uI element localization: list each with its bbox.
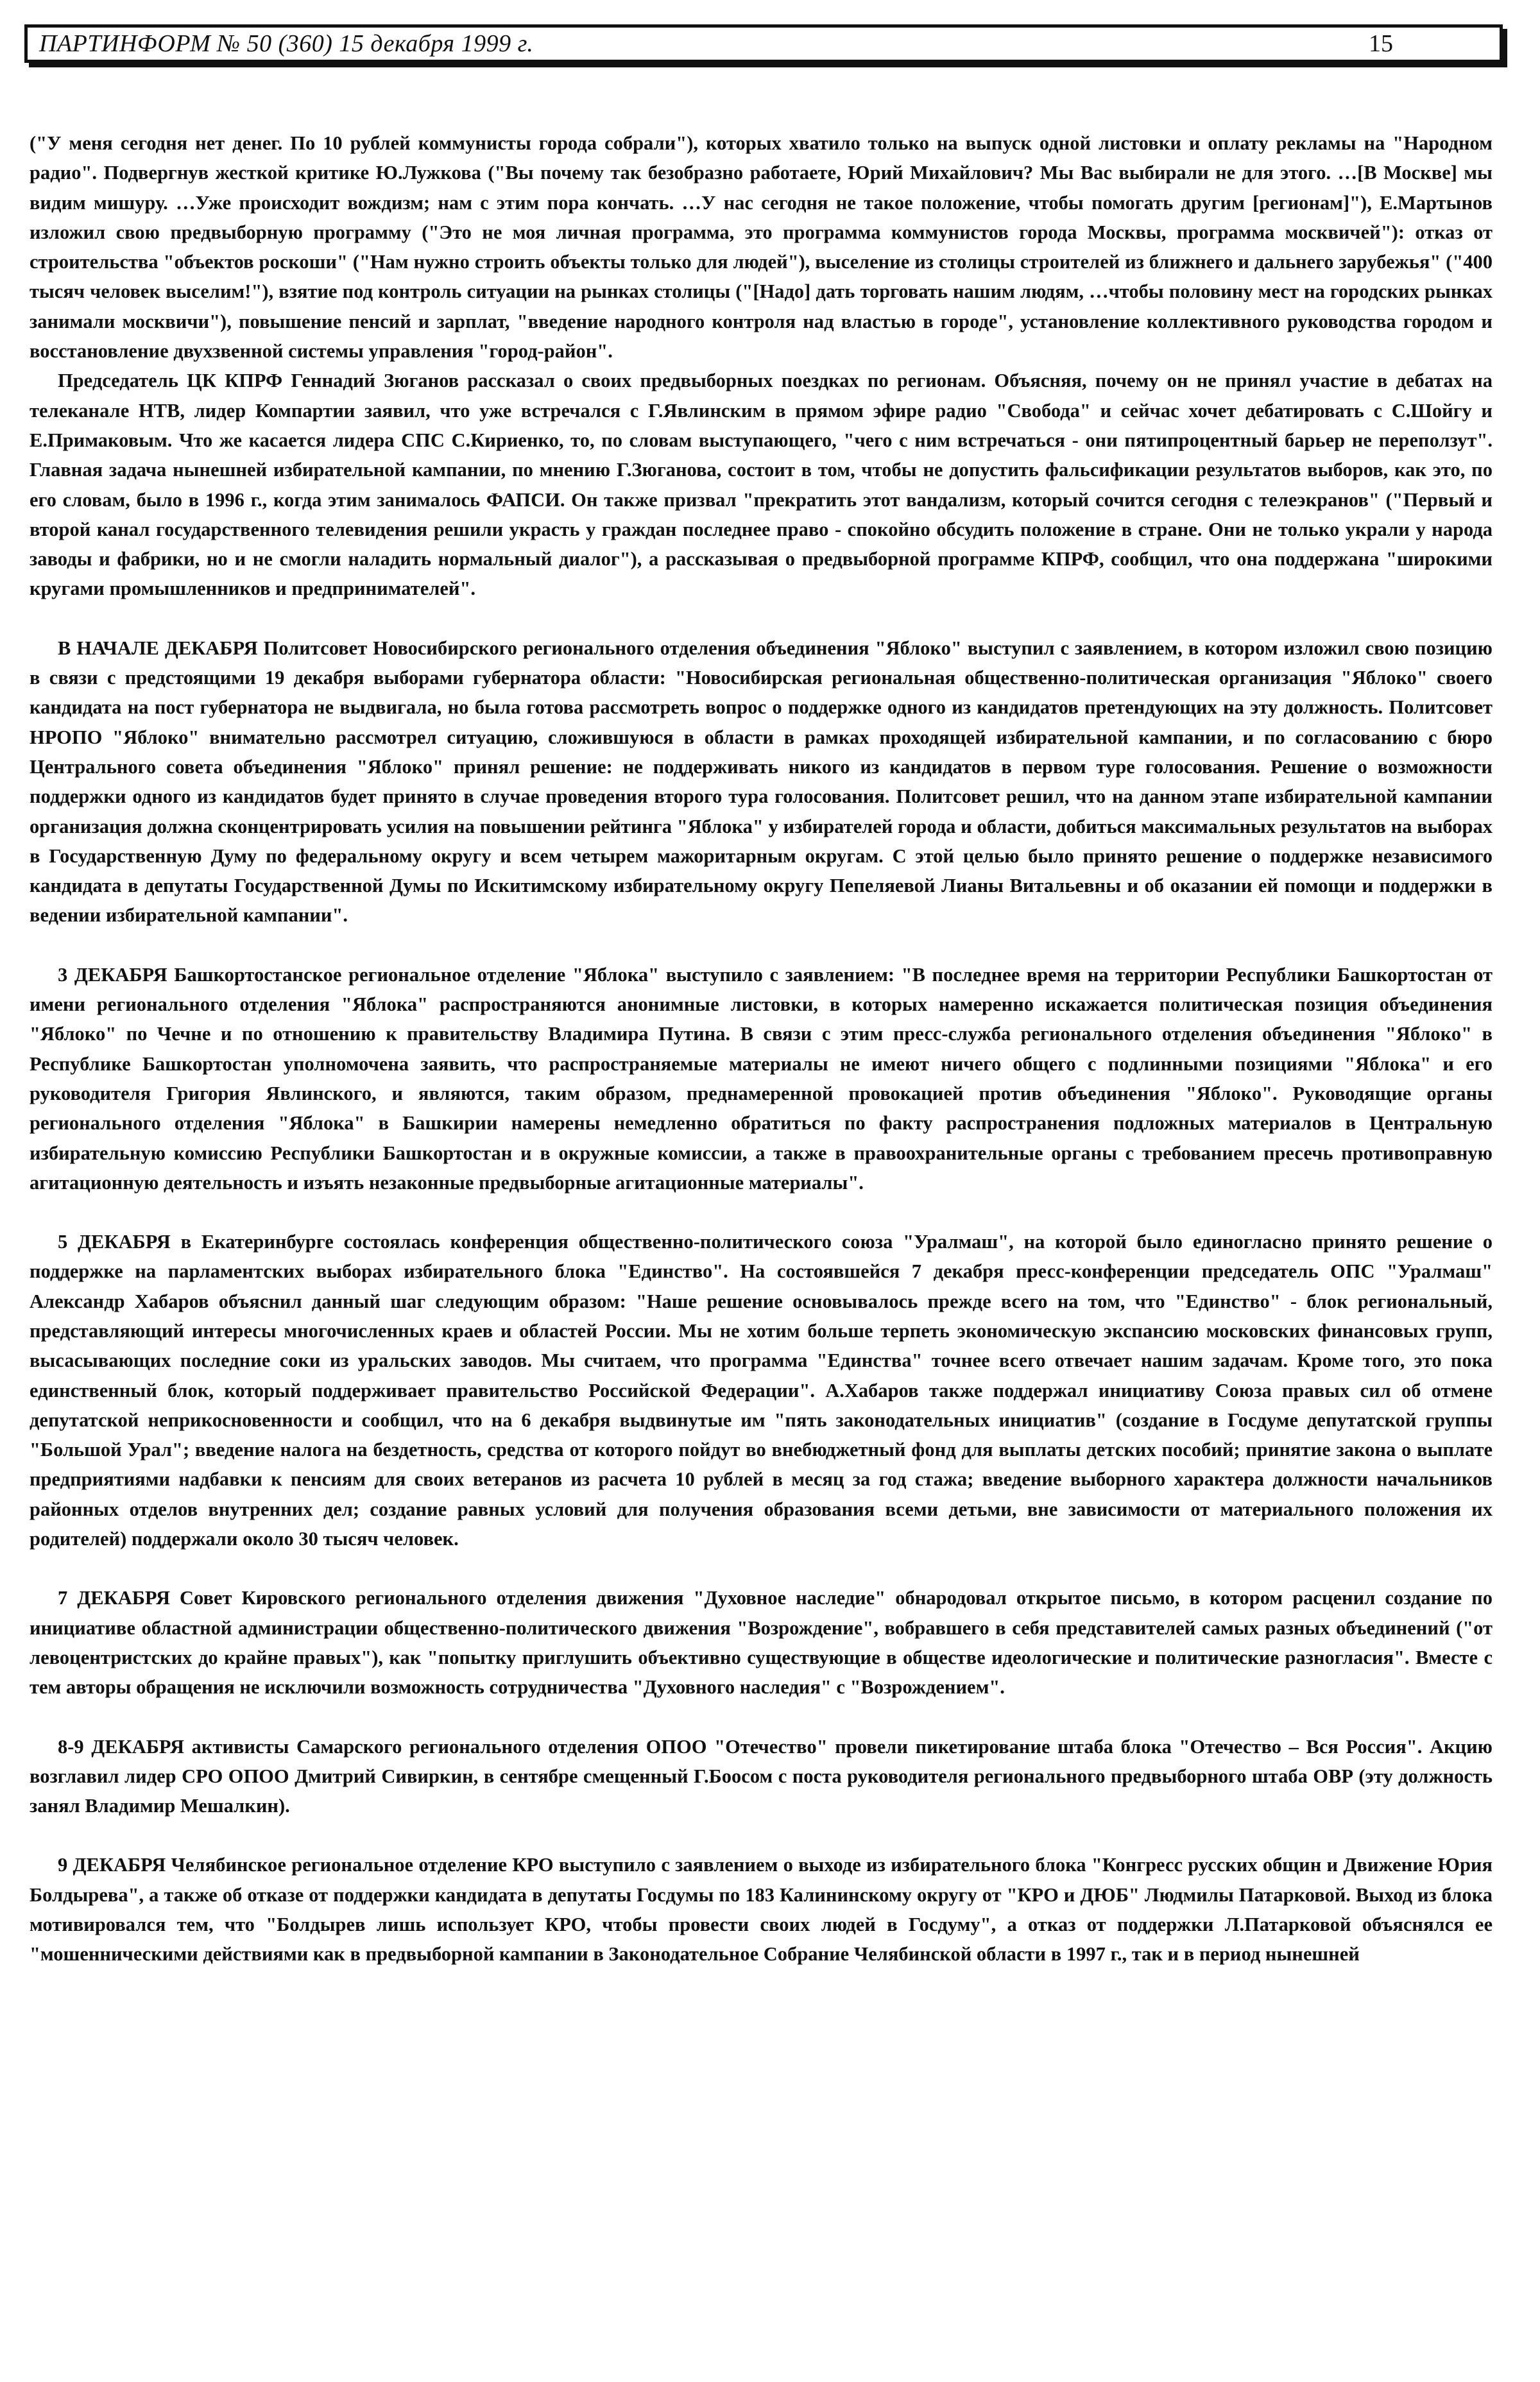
paragraph-uralmash: 5 ДЕКАБРЯ в Екатеринбурге состоялась конференция общественно-политического союза "Уралмаш", на которой было единогласно принято решение о поддержке на парламентских выборах избирательного блока "Единство". На состоявшейся 7 декабря пресс-конференции председатель ОПС "Уралмаш" Александр Хабаров объяснил данный шаг следующим образом: "Наше решение основывалось прежде всего на том, что "Единство" - блок региональный, представляющий интересы многочисленных краев и областей России. Мы не хотим больше терпеть экономическую экспансию московских финансовых групп, высасывающих последние соки из уральских заводов. Мы считаем, что программа "Единства" точнее всего отвечает нашим задачам. Кроме того, это пока единственный блок, который поддерживает правительство Российской Федерации". А.Хабаров также поддержал инициативу Союза правых сил об отмене депутатской неприкосновенности и сообщил, что на 6 декабря выдвинутые им "пять законодательных инициатив" (создание в Госдуме депутатской группы "Большой Урал"; введение налога на бездетность, средства от которого пойдут во внебюджетный фонд для выплаты детских пособий; принятие закона о выплате предприятиями надбавки к пенсиям для своих ветеранов из расчета 10 рублей в месяц за год стажа; введение выборного характера должности начальников районных отделов внутренних дел; создание равных условий для получения образования всеми детьми, вне зависимости от материального положения их родителей) поддержали около 30 тысяч человек.	[30, 1231, 1493, 1550]
paragraph-kirov-heritage: 7 ДЕКАБРЯ Совет Кировского регионального отделения движения "Духовное наследие" обнародовал открытое письмо, в котором расценил создание по инициативе областной администрации общественно-политического движения "Возрождение", вобравшего в себя представителей самых разных объединений ("от левоцентристских до крайне правых"), как "попытку приглушить объективно существующие в обществе идеологические и политические разногласия". Вместе с тем авторы обращения не исключили возможность сотрудничества "Духовного наследия" с "Возрождением".	[30, 1587, 1493, 1699]
page-number: 15	[1369, 30, 1393, 57]
paragraph-bashkortostan-yabloko: 3 ДЕКАБРЯ Башкортостанское региональное отделение "Яблока" выступило с заявлением: "В последнее время на территории Республики Башкортостан от имени регионального отделения "Яблока" распространяются анонимные листовки, в которых намеренно искажается политическая позиция объединения "Яблоко" по Чечне и по отношению к правительству Владимира Путина. В связи с этим пресс-служба регионального отделения объединения "Яблоко" в Республике Башкортостан уполномочена заявить, что распространяемые материалы не имеют ничего общего с подлинными позициями "Яблока" и его руководителя Григория Явлинского, и являются, таким образом, преднамеренной провокацией против объединения "Яблоко". Руководящие органы регионального отделения "Яблока" в Башкирии намерены немедленно обратиться по факту распространения подложных материалов в Центральную избирательную комиссию Республики Башкортостан и в окружные комиссии, а также в правоохранительные органы с требованием пресечь противоправную агитационную деятельность и изъять незаконные предвыборные агитационные материалы".	[30, 963, 1493, 1194]
article-body	[30, 128, 1493, 1969]
paragraph-martynov-program: ("У меня сегодня нет денег. По 10 рублей коммунисты города собрали"), которых хватило только на выпуск одной листовки и оплату рекламы на "Народном радио". Подвергнув жесткой критике Ю.Лужкова ("Вы почему так безобразно работаете, Юрий Михайлович? Мы Вас выбирали не для этого. …[В Москве] мы видим мишуру. …Уже происходит вождизм; нам с этим пора кончать. …У нас сегодня не такое положение, чтобы помогать другим [регионам]"), Е.Мартынов изложил свою предвыборную программу ("Это не моя личная программа, это программа коммунистов города Москвы, программа москвичей"): отказ от строительства "объектов роскоши" ("Нам нужно строить объекты только для людей"), выселение из столицы строителей из ближнего и дальнего зарубежья" ("400 тысяч человек выселим!"), взятие под контроль ситуации на рынках столицы ("[Надо] дать торговать нашим людям, …чтобы половину мест на городских рынках занимали москвичи"), повышение пенсий и зарплат, "введение народного контроля над властью в городе", установление коллективного руководства городом и восстановление двухзвенной системы управления "город-район".	[30, 132, 1493, 363]
paragraph-novosibirsk-yabloko: В НАЧАЛЕ ДЕКАБРЯ Политсовет Новосибирского регионального отделения объединения "Яблоко" выступил с заявлением, в котором изложил свою позицию в связи с предстоящими 19 декабря выборами губернатора области: "Новосибирская региональная общественно-политическая организация "Яблоко" своего кандидата на пост губернатора не выдвигала, но была готова рассмотреть вопрос о поддержке одного из кандидатов претендующих на эту должность. Политсовет НРОПО "Яблоко" внимательно рассмотрел ситуацию, сложившуюся в области в рамках проходящей избирательной кампании, и по согласованию с бюро Центрального совета объединения "Яблоко" принял решение: не поддерживать никого из кандидатов в первом туре голосования. Решение о возможности поддержки одного из кандидатов будет принято в случае проведения второго тура голосования. Политсовет решил, что на данном этапе избирательной кампании организация должна сконцентрировать усилия на повышении рейтинга "Яблока" у избирателей города и области, добиться максимальных результатов на выборах в Государственную Думу по федеральному округу и всем четырем мажоритарным округам. С этой целью было принято решение о поддержке независимого кандидата в депутаты Государственной Думы по Искитимскому избирательному округу Пепеляевой Лианы Витальевны и об оказании ей помощи и поддержки в ведении избирательной кампании".	[30, 637, 1493, 927]
paragraph-zyuganov: Председатель ЦК КПРФ Геннадий Зюганов рассказал о своих предвыборных поездках по регионам. Объясняя, почему он не принял участие в дебатах на телеканале НТВ, лидер Компартии заявил, что уже встречался с Г.Явлинским в прямом эфире радио "Свобода" и сейчас хочет дебатировать с С.Шойгу и Е.Примаковым. Что же касается лидера СПС С.Кириенко, то, по словам выступающего, "чего с ним встречаться - они пятипроцентный барьер не переползут". Главная задача нынешней избирательной кампании, по мнению Г.Зюганова, состоит в том, чтобы не допустить фальсификации результатов выборов, как это, по его словам, было в 1996 г., когда этим занималось ФАПСИ. Он также призвал "прекратить этот вандализм, который сочится сегодня с телеэкранов" ("Первый и второй канал государственного телевидения решили украсть у граждан последнее право - спокойно обсудить положение в стране. Они не только украли у народа заводы и фабрики, но и не смогли наладить нормальный диалог"), а рассказывая о предвыборной программе КПРФ, сообщил, что она поддержана "широкими кругами промышленников и предпринимателей".	[30, 370, 1493, 600]
paragraph-samara-otechestvo: 8-9 ДЕКАБРЯ активисты Самарского регионального отделения ОПОО "Отечество" провели пикетирование штаба блока "Отечество – Вся Россия". Акцию возглавил лидер СРО ОПОО Дмитрий Сивиркин, в сентябре смещенный Г.Боосом с поста руководителя регионального предвыборного штаба ОВР (эту должность занял Владимир Мешалкин).	[30, 1735, 1493, 1817]
page-header	[24, 24, 1503, 63]
publication-title: ПАРТИНФОРМ № 50 (360) 15 декабря 1999 г.	[39, 30, 534, 57]
paragraph-chelyabinsk-kro: 9 ДЕКАБРЯ Челябинское региональное отделение КРО выступило с заявлением о выходе из избирательного блока "Конгресс русских общин и Движение Юрия Болдырева", а также об отказе от поддержки кандидата в депутаты Госдумы по 183 Калининскому округу от "КРО и ДЮБ" Людмилы Патарковой. Выход из блока мотивировался тем, что "Болдырев лишь использует КРО, чтобы провести своих людей в Госдуму", а отказ от поддержки Л.Патарковой объяснялся ее "мошенническими действиями как в предвыборной кампании в Законодательное Собрание Челябинской области в 1997 г., так и в период нынешней	[30, 1854, 1493, 1966]
